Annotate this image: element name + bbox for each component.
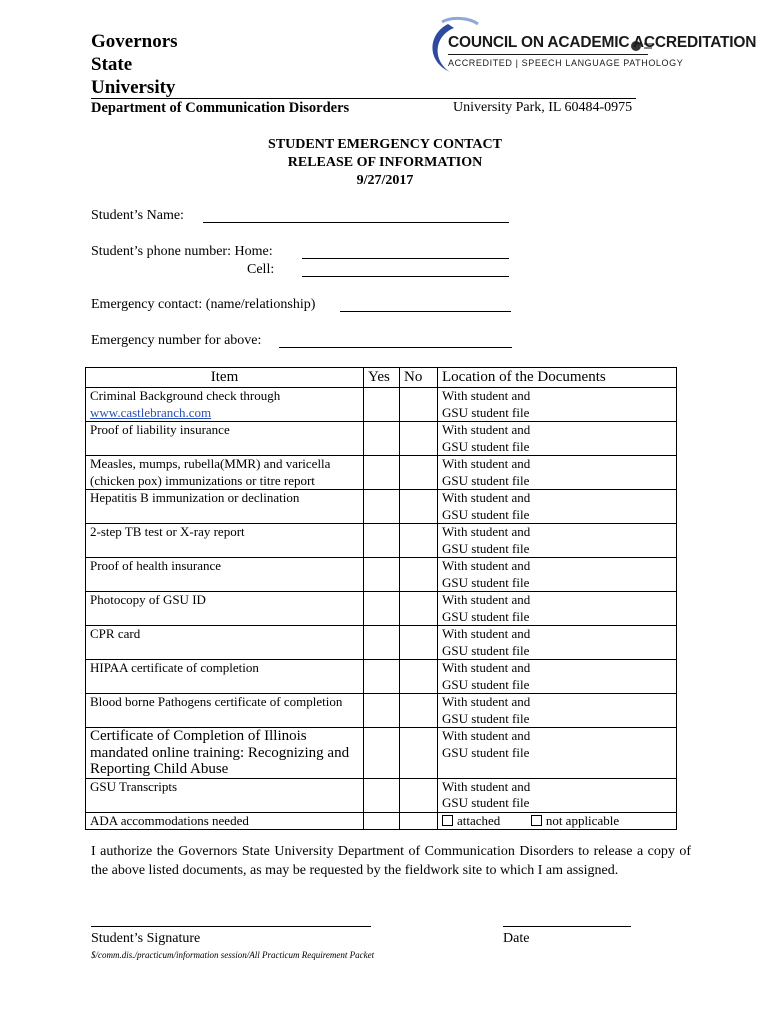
location-line: GSU student file [442, 404, 530, 420]
yes-cell[interactable] [364, 388, 400, 422]
header-item: Item [86, 368, 364, 388]
yes-cell[interactable] [364, 812, 400, 830]
location-cell [438, 728, 677, 779]
emergency-contact-label: Emergency contact: (name/relationship) [91, 297, 316, 312]
row-item: 2-step TB test or X-ray report [86, 524, 364, 558]
row-item: Proof of health insurance [86, 558, 364, 592]
location-cell [438, 694, 677, 728]
phone-cell-field[interactable] [302, 262, 509, 277]
location-line: GSU student file [442, 540, 530, 556]
location-cell [438, 524, 677, 558]
row-item: Blood borne Pathogens certificate of completion [86, 694, 364, 728]
emergency-number-label: Emergency number for above: [91, 333, 262, 348]
location-cell [438, 456, 677, 490]
location-line: With student and [442, 660, 531, 675]
location-cell [438, 558, 677, 592]
not-applicable-checkbox[interactable] [531, 815, 542, 826]
location-line: GSU student file [442, 710, 530, 726]
documents-table [85, 367, 677, 830]
yes-cell[interactable] [364, 422, 400, 456]
no-cell[interactable] [400, 660, 438, 694]
no-cell[interactable] [400, 812, 438, 830]
university-address: University Park, IL 60484-0975 [453, 100, 633, 115]
table-row [86, 388, 677, 422]
university-line-1: Governors [91, 31, 178, 52]
university-name [91, 30, 178, 99]
table-row [86, 456, 677, 490]
location-line: With student and [442, 422, 531, 437]
university-line-2: State [91, 54, 133, 75]
department-name: Department of Communication Disorders [91, 100, 350, 116]
phone-home-label: Student’s phone number: Home: [91, 244, 273, 259]
no-cell[interactable] [400, 626, 438, 660]
no-cell[interactable] [400, 728, 438, 779]
location-line: With student and [442, 558, 531, 573]
location-line: With student and [442, 456, 531, 471]
table-row [86, 626, 677, 660]
location-line: With student and [442, 728, 531, 743]
location-line: With student and [442, 626, 531, 641]
row-item: CPR card [86, 626, 364, 660]
student-name-label: Student’s Name: [91, 208, 184, 223]
location-line: GSU student file [442, 608, 530, 624]
logo-divider [448, 54, 648, 55]
student-name-field[interactable] [203, 208, 509, 223]
yes-cell[interactable] [364, 660, 400, 694]
signature-label: Student’s Signature [91, 931, 201, 946]
location-cell [438, 812, 677, 830]
no-cell[interactable] [400, 422, 438, 456]
yes-cell[interactable] [364, 490, 400, 524]
item-text: Criminal Background check through [90, 388, 281, 403]
yes-cell[interactable] [364, 728, 400, 779]
location-line: With student and [442, 778, 531, 794]
table-row [86, 694, 677, 728]
row-item: HIPAA certificate of completion [86, 660, 364, 694]
phone-cell-label: Cell: [247, 262, 275, 277]
table-row [86, 490, 677, 524]
location-cell [438, 490, 677, 524]
location-line: With student and [442, 694, 531, 709]
location-line: With student and [442, 524, 531, 539]
row-item: GSU Transcripts [86, 778, 364, 812]
location-line: GSU student file [442, 472, 530, 488]
authorization-statement: I authorize the Governors State University Department of Communication Disorders to release a copy of the above listed documents, as may be requested by the fieldwork site to which I am assigned. [91, 844, 691, 878]
header-yes: Yes [364, 368, 400, 388]
form-title-line2: RELEASE OF INFORMATION [287, 155, 483, 170]
footer-path: $/comm.dis./practicum/information session/All Practicum Requirement Packet [91, 950, 375, 960]
table-row [86, 660, 677, 694]
date-line[interactable] [503, 926, 631, 927]
table-header-row [86, 368, 677, 388]
location-line: GSU student file [442, 506, 530, 522]
location-line: GSU student file [442, 744, 530, 760]
no-cell[interactable] [400, 490, 438, 524]
header-no: No [400, 368, 438, 388]
no-cell[interactable] [400, 558, 438, 592]
yes-cell[interactable] [364, 778, 400, 812]
location-cell [438, 388, 677, 422]
castlebranch-link[interactable]: www.castlebranch.com [90, 404, 212, 420]
no-cell[interactable] [400, 592, 438, 626]
location-cell [438, 660, 677, 694]
no-cell[interactable] [400, 388, 438, 422]
location-line: GSU student file [442, 795, 530, 810]
location-cell [438, 778, 677, 812]
row-item: ADA accommodations needed [86, 812, 364, 830]
location-line: GSU student file [442, 574, 530, 590]
row-item [86, 388, 364, 422]
no-cell[interactable] [400, 524, 438, 558]
yes-cell[interactable] [364, 626, 400, 660]
row-item: Photocopy of GSU ID [86, 592, 364, 626]
location-line: With student and [442, 490, 531, 505]
header-location: Location of the Documents [438, 368, 677, 388]
row-item: Proof of liability insurance [86, 422, 364, 456]
no-cell[interactable] [400, 456, 438, 490]
table-row [86, 812, 677, 830]
table-row [86, 524, 677, 558]
no-cell[interactable] [400, 694, 438, 728]
location-line: With student and [442, 388, 531, 403]
location-line: GSU student file [442, 438, 530, 454]
form-date: 9/27/2017 [356, 173, 414, 188]
location-cell [438, 422, 677, 456]
logo-name: COUNCIL ON ACADEMIC ACCREDITATION [448, 34, 757, 51]
yes-cell[interactable] [364, 558, 400, 592]
table-row [86, 728, 677, 779]
signature-line[interactable] [91, 926, 371, 927]
location-cell [438, 626, 677, 660]
form-title-line1: STUDENT EMERGENCY CONTACT [268, 137, 502, 152]
row-item: Measles, mumps, rubella(MMR) and varicella (chicken pox) immunizations or titre report [86, 456, 364, 490]
no-cell[interactable] [400, 778, 438, 812]
emergency-contact-field[interactable] [340, 297, 511, 312]
table-row [86, 422, 677, 456]
location-line: GSU student file [442, 676, 530, 692]
table-row [86, 592, 677, 626]
row-item: Certificate of Completion of Illinois mandated online training: Recognizing and Reporting Child Abuse [86, 728, 364, 779]
yes-cell[interactable] [364, 456, 400, 490]
phone-home-field[interactable] [302, 244, 509, 259]
attached-label: attached [457, 812, 501, 828]
yes-cell[interactable] [364, 524, 400, 558]
logo-subtitle: ACCREDITED | SPEECH LANGUAGE PATHOLOGY [448, 58, 684, 68]
location-line: With student and [442, 592, 531, 607]
location-cell [438, 592, 677, 626]
yes-cell[interactable] [364, 592, 400, 626]
table-row [86, 558, 677, 592]
university-line-3: University [91, 77, 176, 98]
header-divider [91, 98, 636, 99]
row-item: Hepatitis B immunization or declination [86, 490, 364, 524]
date-label: Date [503, 931, 530, 946]
attached-checkbox[interactable] [442, 815, 453, 826]
table-row [86, 778, 677, 812]
location-line: GSU student file [442, 642, 530, 658]
accreditation-logo [418, 16, 757, 78]
yes-cell[interactable] [364, 694, 400, 728]
not-applicable-label: not applicable [545, 812, 620, 828]
emergency-number-field[interactable] [279, 333, 512, 348]
